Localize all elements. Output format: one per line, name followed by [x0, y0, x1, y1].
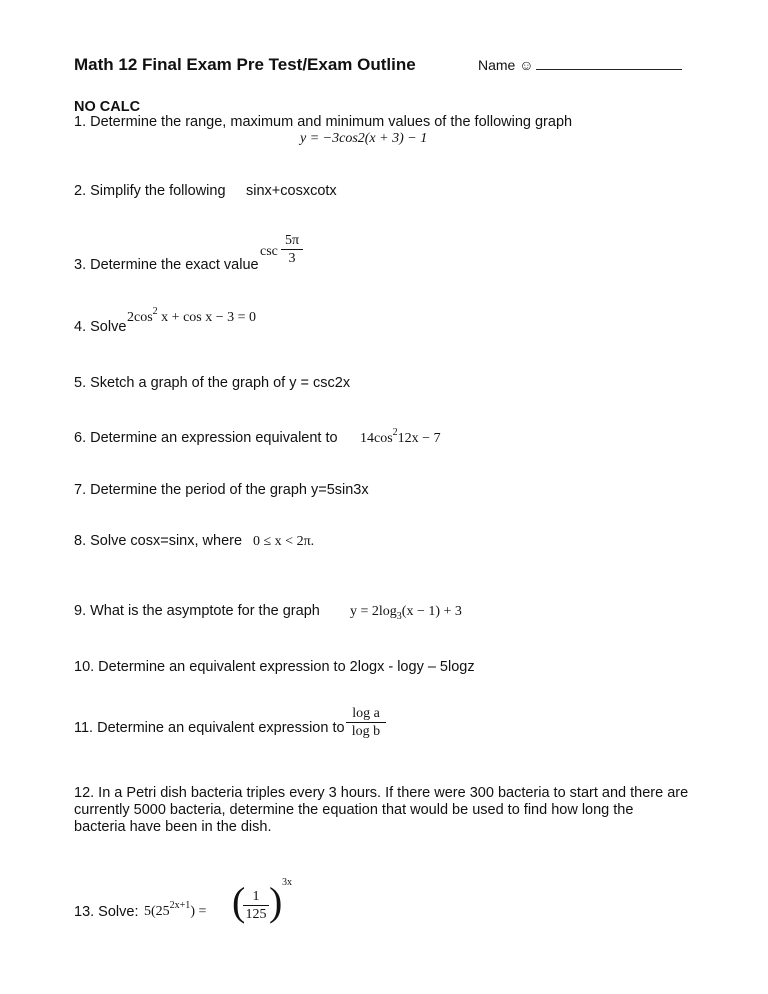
question-9-equation: [350, 604, 462, 620]
question-13-lhs-exponent: 2x+1: [169, 900, 191, 911]
question-3-numerator: 5π: [281, 232, 303, 250]
question-13-left-paren: (: [232, 879, 246, 924]
question-11-fraction: [346, 705, 386, 740]
section-label: NO CALC: [74, 99, 141, 115]
question-4-eq-exponent: 2: [152, 306, 158, 317]
question-12-line-2: currently 5000 bacteria, determine the equation that would be used to find how long the: [74, 802, 634, 818]
question-13-fraction: [243, 888, 269, 923]
question-5-text: 5. Sketch a graph of the graph of y = csc2x: [74, 375, 351, 391]
question-1-equation: y = −3cos2(x + 3) − 1: [300, 131, 428, 146]
question-8-text: 8. Solve cosx=sinx, where: [74, 533, 243, 549]
question-13-rhs-exponent: 3x: [282, 877, 292, 888]
question-13-denominator: 125: [245, 907, 267, 922]
question-12-line-3: bacteria have been in the dish.: [74, 819, 272, 835]
question-3-fraction: [281, 232, 303, 267]
question-9-eq-base: 3: [396, 611, 402, 622]
question-4-eq-part-b: x + cos x − 3 = 0: [157, 310, 257, 325]
name-blank-line: [536, 57, 682, 70]
question-6-text: 6. Determine an expression equivalent to: [74, 430, 338, 446]
question-4-eq-part-a: 2cos: [127, 310, 153, 325]
question-9-eq-part-a: y = 2log: [350, 604, 397, 619]
question-3-denominator: 3: [288, 251, 296, 266]
question-6-expression: [360, 427, 441, 447]
question-4-text: 4. Solve: [74, 319, 127, 335]
question-3-text: 3. Determine the exact value: [74, 257, 259, 273]
question-3-function: csc: [260, 244, 278, 259]
question-6-expr-exponent: 2: [392, 427, 398, 438]
question-13-lhs-part-b: ) =: [190, 904, 207, 919]
question-2-text: 2. Simplify the following: [74, 183, 226, 199]
name-label: Name ☺: [478, 57, 534, 73]
question-10-text: 10. Determine an equivalent expression to 2logx - logy – 5logz: [74, 659, 475, 675]
question-2-expression: sinx+cosxcotx: [246, 183, 337, 199]
question-1-text: 1. Determine the range, maximum and minimum values of the following graph: [74, 114, 573, 130]
question-8-condition: 0 ≤ x < 2π.: [253, 534, 315, 549]
question-6-expr-part-b: 12x − 7: [397, 431, 441, 446]
question-9-text: 9. What is the asymptote for the graph: [74, 603, 320, 619]
question-13-right-paren: ): [269, 879, 283, 924]
question-9-eq-part-b: (x − 1) + 3: [401, 604, 462, 619]
page-title: Math 12 Final Exam Pre Test/Exam Outline: [74, 55, 416, 74]
question-7-text: 7. Determine the period of the graph y=5sin3x: [74, 482, 369, 498]
question-11-numerator: log a: [346, 705, 386, 723]
question-4-equation: [127, 306, 257, 326]
question-13-text: 13. Solve:: [74, 904, 139, 920]
name-field: [478, 57, 682, 73]
question-13-lhs-part-a: 5(25: [144, 904, 170, 919]
question-13-numerator: 1: [243, 888, 269, 906]
question-13-lhs: [144, 900, 207, 920]
question-11-text: 11. Determine an equivalent expression to: [74, 720, 345, 736]
question-6-expr-part-a: 14cos: [360, 431, 393, 446]
question-11-denominator: log b: [351, 724, 381, 739]
question-12-line-1: 12. In a Petri dish bacteria triples every 3 hours. If there were 300 bacteria to start and there are: [74, 785, 689, 801]
